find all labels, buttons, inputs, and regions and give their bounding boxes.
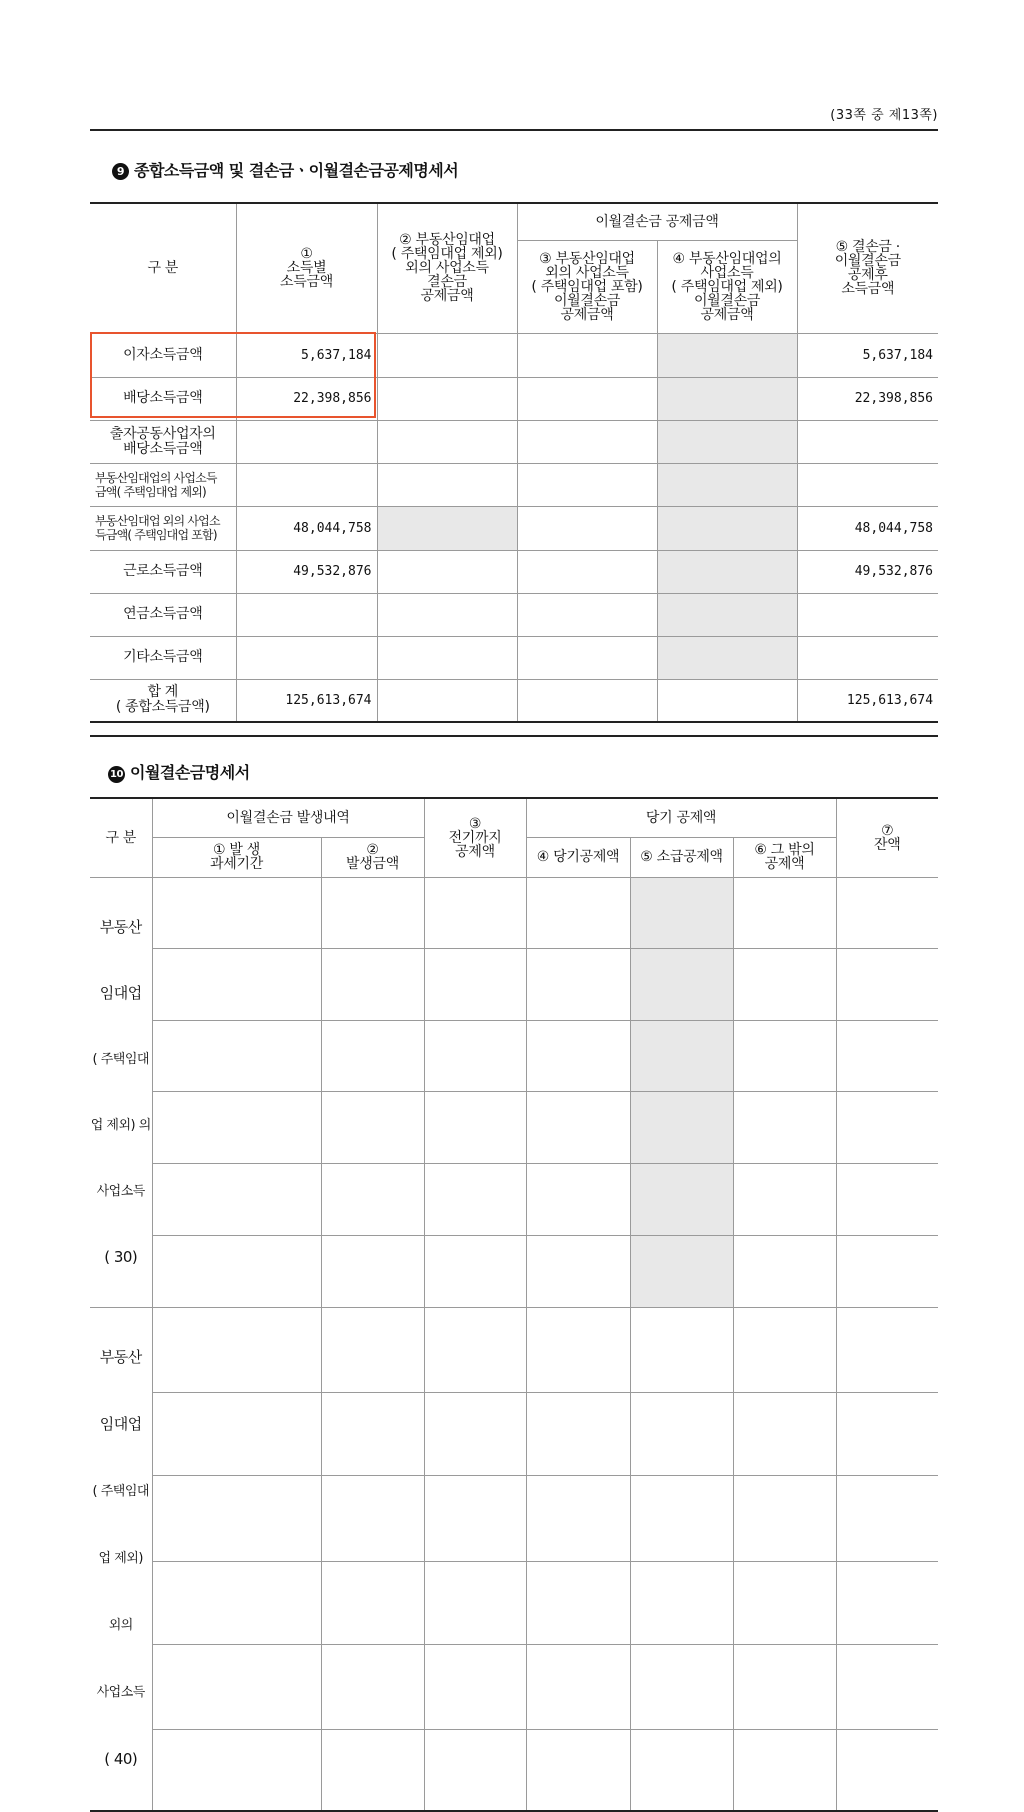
table-row: [90, 1476, 938, 1561]
row-col4-shaded: [657, 550, 797, 593]
row-col1-value: 48,044,758: [236, 506, 377, 550]
row-col5-value: [797, 593, 938, 636]
row-col1-value: [236, 420, 377, 463]
table-row: [90, 636, 938, 679]
row-label: 연금소득금액: [90, 593, 236, 636]
row-col3-value: [517, 463, 657, 506]
carryover-loss-table: [90, 797, 938, 1812]
cell: [526, 1236, 630, 1307]
cell: [152, 1163, 321, 1236]
cell: [321, 1236, 424, 1307]
cell: [836, 1236, 938, 1307]
cell: [836, 1021, 938, 1092]
table-row: [90, 420, 938, 463]
cell: [836, 1163, 938, 1236]
row-label: 부동산임대업 외의 사업소 득금액( 주택임대업 포함): [90, 506, 236, 550]
cell: [836, 1730, 938, 1811]
cell: [733, 1730, 836, 1811]
row-col3-value: [517, 679, 657, 722]
row-label: 배당소득금액: [90, 377, 236, 420]
t2-header-c5: ⑤ 소급공제액: [630, 837, 733, 877]
header-category: 구 분: [90, 203, 236, 333]
section10-title-text: 이월결손금명세서: [130, 763, 250, 782]
t2-header-c7: ⑦ 잔액: [836, 798, 938, 877]
cell: [526, 1644, 630, 1729]
cell: [733, 1307, 836, 1392]
header-col2: ② 부동산임대업 ( 주택임대업 제외) 외의 사업소득 결손금 공제금액: [377, 203, 517, 333]
cell: [152, 1021, 321, 1092]
cell: [733, 1476, 836, 1561]
cell: [152, 1392, 321, 1475]
section10-title: [108, 760, 250, 783]
group-a-line: ( 30): [104, 1247, 138, 1266]
table-row: [90, 1730, 938, 1811]
row-col4-shaded: [657, 420, 797, 463]
row-col3-value: [517, 333, 657, 377]
cell: [526, 1392, 630, 1475]
row-col3-value: [517, 377, 657, 420]
cell-shaded: [630, 1163, 733, 1236]
cell: [424, 1092, 526, 1163]
group-a-line: 부동산: [99, 917, 142, 936]
cell: [424, 1644, 526, 1729]
header-col1: ① 소득별 소득금액: [236, 203, 377, 333]
row-col2-value: [377, 377, 517, 420]
section9-title-text: 종합소득금액 및 결손금ㆍ이월결손금공제명세서: [134, 161, 459, 180]
cell-shaded: [630, 1021, 733, 1092]
cell: [733, 1092, 836, 1163]
row-col4-shaded: [657, 636, 797, 679]
row-col3-value: [517, 550, 657, 593]
cell: [733, 1561, 836, 1644]
row-col1-value: [236, 636, 377, 679]
row-col4-shaded: [657, 333, 797, 377]
cell: [424, 1163, 526, 1236]
cell-shaded: [630, 877, 733, 948]
cell: [836, 1307, 938, 1392]
cell: [424, 1392, 526, 1475]
highlight-box: [90, 332, 376, 418]
row-col1-value: [236, 593, 377, 636]
cell: [836, 1092, 938, 1163]
income-table: [90, 202, 938, 723]
row-col5-value: 49,532,876: [797, 550, 938, 593]
cell: [526, 1092, 630, 1163]
section9-title: [112, 158, 458, 181]
cell: [733, 1021, 836, 1092]
group-a-line: 사업소득: [96, 1183, 145, 1199]
cell: [321, 1092, 424, 1163]
row-col2-value: [377, 463, 517, 506]
cell: [424, 1561, 526, 1644]
row-label: 기타소득금액: [90, 636, 236, 679]
cell: [630, 1307, 733, 1392]
cell: [424, 1307, 526, 1392]
table-row: [90, 877, 938, 948]
cell: [152, 1092, 321, 1163]
cell: [630, 1561, 733, 1644]
row-col2-shaded: [377, 506, 517, 550]
row-col5-value: [797, 463, 938, 506]
table-row: [90, 1392, 938, 1475]
cell: [152, 1644, 321, 1729]
t2-header-c4: ④ 당기공제액: [526, 837, 630, 877]
row-col4-shaded: [657, 593, 797, 636]
row-col4-shaded: [657, 463, 797, 506]
cell: [526, 1021, 630, 1092]
section-divider: [90, 735, 938, 737]
top-divider: [90, 129, 938, 131]
section9-badge: 9: [112, 163, 129, 180]
table-row: [90, 550, 938, 593]
row-label: 이자소득금액: [90, 333, 236, 377]
cell: [152, 1236, 321, 1307]
row-col3-value: [517, 506, 657, 550]
cell: [630, 1644, 733, 1729]
cell-shaded: [630, 1236, 733, 1307]
row-label: 부동산임대업의 사업소득 금액( 주택임대업 제외): [90, 463, 236, 506]
cell: [424, 1476, 526, 1561]
table-row: [90, 463, 938, 506]
group-a-line: 임대업: [99, 983, 142, 1002]
row-label-total: 합 계 ( 종합소득금액): [90, 679, 236, 722]
row-col5-value: [797, 420, 938, 463]
cell: [321, 1163, 424, 1236]
cell: [152, 1476, 321, 1561]
group-b-line: 임대업: [99, 1415, 142, 1433]
table-row: [90, 506, 938, 550]
group-a-label-text: [90, 878, 152, 1307]
row-label: 근로소득금액: [90, 550, 236, 593]
cell: [321, 1730, 424, 1811]
row-col1-value: 49,532,876: [236, 550, 377, 593]
cell: [733, 877, 836, 948]
group-b-line: ( 주택임대: [92, 1484, 149, 1499]
header-col4: ④ 부동산임대업의 사업소득 ( 주택임대업 제외) 이월결손금 공제금액: [657, 240, 797, 333]
row-col4-shaded: [657, 506, 797, 550]
cell-shaded: [630, 948, 733, 1021]
table-row: [90, 1021, 938, 1092]
cell: [526, 1476, 630, 1561]
cell: [321, 1561, 424, 1644]
cell: [321, 1392, 424, 1475]
row-col2-value: [377, 679, 517, 722]
cell: [836, 948, 938, 1021]
table-row-total: [90, 679, 938, 722]
cell: [424, 1236, 526, 1307]
header-col3: ③ 부동산임대업 외의 사업소득 ( 주택임대업 포함) 이월결손금 공제금액: [517, 240, 657, 333]
cell: [321, 1307, 424, 1392]
cell: [733, 1236, 836, 1307]
cell: [321, 948, 424, 1021]
cell: [526, 1730, 630, 1811]
cell: [836, 1392, 938, 1475]
row-col1-value: 5,637,184: [236, 333, 377, 377]
cell-shaded: [630, 1092, 733, 1163]
cell: [630, 1730, 733, 1811]
cell: [424, 948, 526, 1021]
row-col2-value: [377, 333, 517, 377]
table-row: [90, 593, 938, 636]
cell: [733, 1392, 836, 1475]
header-carryover-group: 이월결손금 공제금액: [517, 203, 797, 240]
table-row: [90, 1307, 938, 1392]
row-col1-total: 125,613,674: [236, 679, 377, 722]
table-row: [90, 1561, 938, 1644]
group-b-line: ( 40): [104, 1750, 138, 1768]
page-number: (33쪽 중 제13쪽): [830, 108, 938, 123]
row-col2-value: [377, 593, 517, 636]
cell: [526, 1561, 630, 1644]
group-b-line: 외의: [108, 1618, 133, 1633]
cell: [321, 877, 424, 948]
cell: [152, 877, 321, 948]
t2-header-occurrence-group: 이월결손금 발생내역: [152, 798, 424, 837]
cell: [321, 1644, 424, 1729]
row-col4-value: [657, 679, 797, 722]
group-b-line: 부동산: [99, 1348, 142, 1366]
cell: [321, 1476, 424, 1561]
cell: [836, 1644, 938, 1729]
group-a-line: 업 제외) 의: [90, 1117, 151, 1133]
row-col3-value: [517, 420, 657, 463]
cell: [733, 1644, 836, 1729]
row-col1-value: 22,398,856: [236, 377, 377, 420]
row-col2-value: [377, 420, 517, 463]
cell: [630, 1476, 733, 1561]
group-b-label: [90, 1307, 152, 1811]
t2-header-current-group: 당기 공제액: [526, 798, 836, 837]
cell: [836, 1561, 938, 1644]
cell: [152, 948, 321, 1021]
group-a-line: ( 주택임대: [92, 1051, 149, 1067]
row-col5-value: 22,398,856: [797, 377, 938, 420]
cell: [526, 877, 630, 948]
cell: [424, 1021, 526, 1092]
row-col3-value: [517, 636, 657, 679]
cell: [526, 1163, 630, 1236]
table-row: [90, 1092, 938, 1163]
t2-header-c6: ⑥ 그 밖의 공제액: [733, 837, 836, 877]
row-col5-value: 48,044,758: [797, 506, 938, 550]
section10-badge: 10: [108, 766, 125, 783]
cell: [152, 1730, 321, 1811]
cell: [424, 877, 526, 948]
cell: [630, 1392, 733, 1475]
row-col5-total: 125,613,674: [797, 679, 938, 722]
group-b-line: 사업소득: [96, 1685, 145, 1700]
t2-header-category: 구 분: [90, 798, 152, 877]
cell: [836, 1476, 938, 1561]
t2-header-c1: ① 발 생 과세기간: [152, 837, 321, 877]
cell: [836, 877, 938, 948]
row-col5-value: [797, 636, 938, 679]
t2-header-c3: ③ 전기까지 공제액: [424, 798, 526, 877]
table-row: [90, 1644, 938, 1729]
row-col5-value: 5,637,184: [797, 333, 938, 377]
row-col1-value: [236, 463, 377, 506]
cell: [152, 1561, 321, 1644]
t2-header-c2: ② 발생금액: [321, 837, 424, 877]
cell: [424, 1730, 526, 1811]
group-b-label-text: [90, 1308, 152, 1811]
group-b-line: 업 제외): [98, 1551, 143, 1566]
cell: [733, 948, 836, 1021]
table-row: [90, 1163, 938, 1236]
cell: [321, 1021, 424, 1092]
group-a-label: [90, 877, 152, 1307]
row-col4-shaded: [657, 377, 797, 420]
cell: [526, 1307, 630, 1392]
cell: [733, 1163, 836, 1236]
table-row: [90, 948, 938, 1021]
table-row: [90, 1236, 938, 1307]
row-col2-value: [377, 550, 517, 593]
row-col3-value: [517, 593, 657, 636]
row-label: 출자공동사업자의 배당소득금액: [90, 420, 236, 463]
row-col2-value: [377, 636, 517, 679]
cell: [526, 948, 630, 1021]
cell: [152, 1307, 321, 1392]
header-col5: ⑤ 결손금 · 이월결손금 공제후 소득금액: [797, 203, 938, 333]
